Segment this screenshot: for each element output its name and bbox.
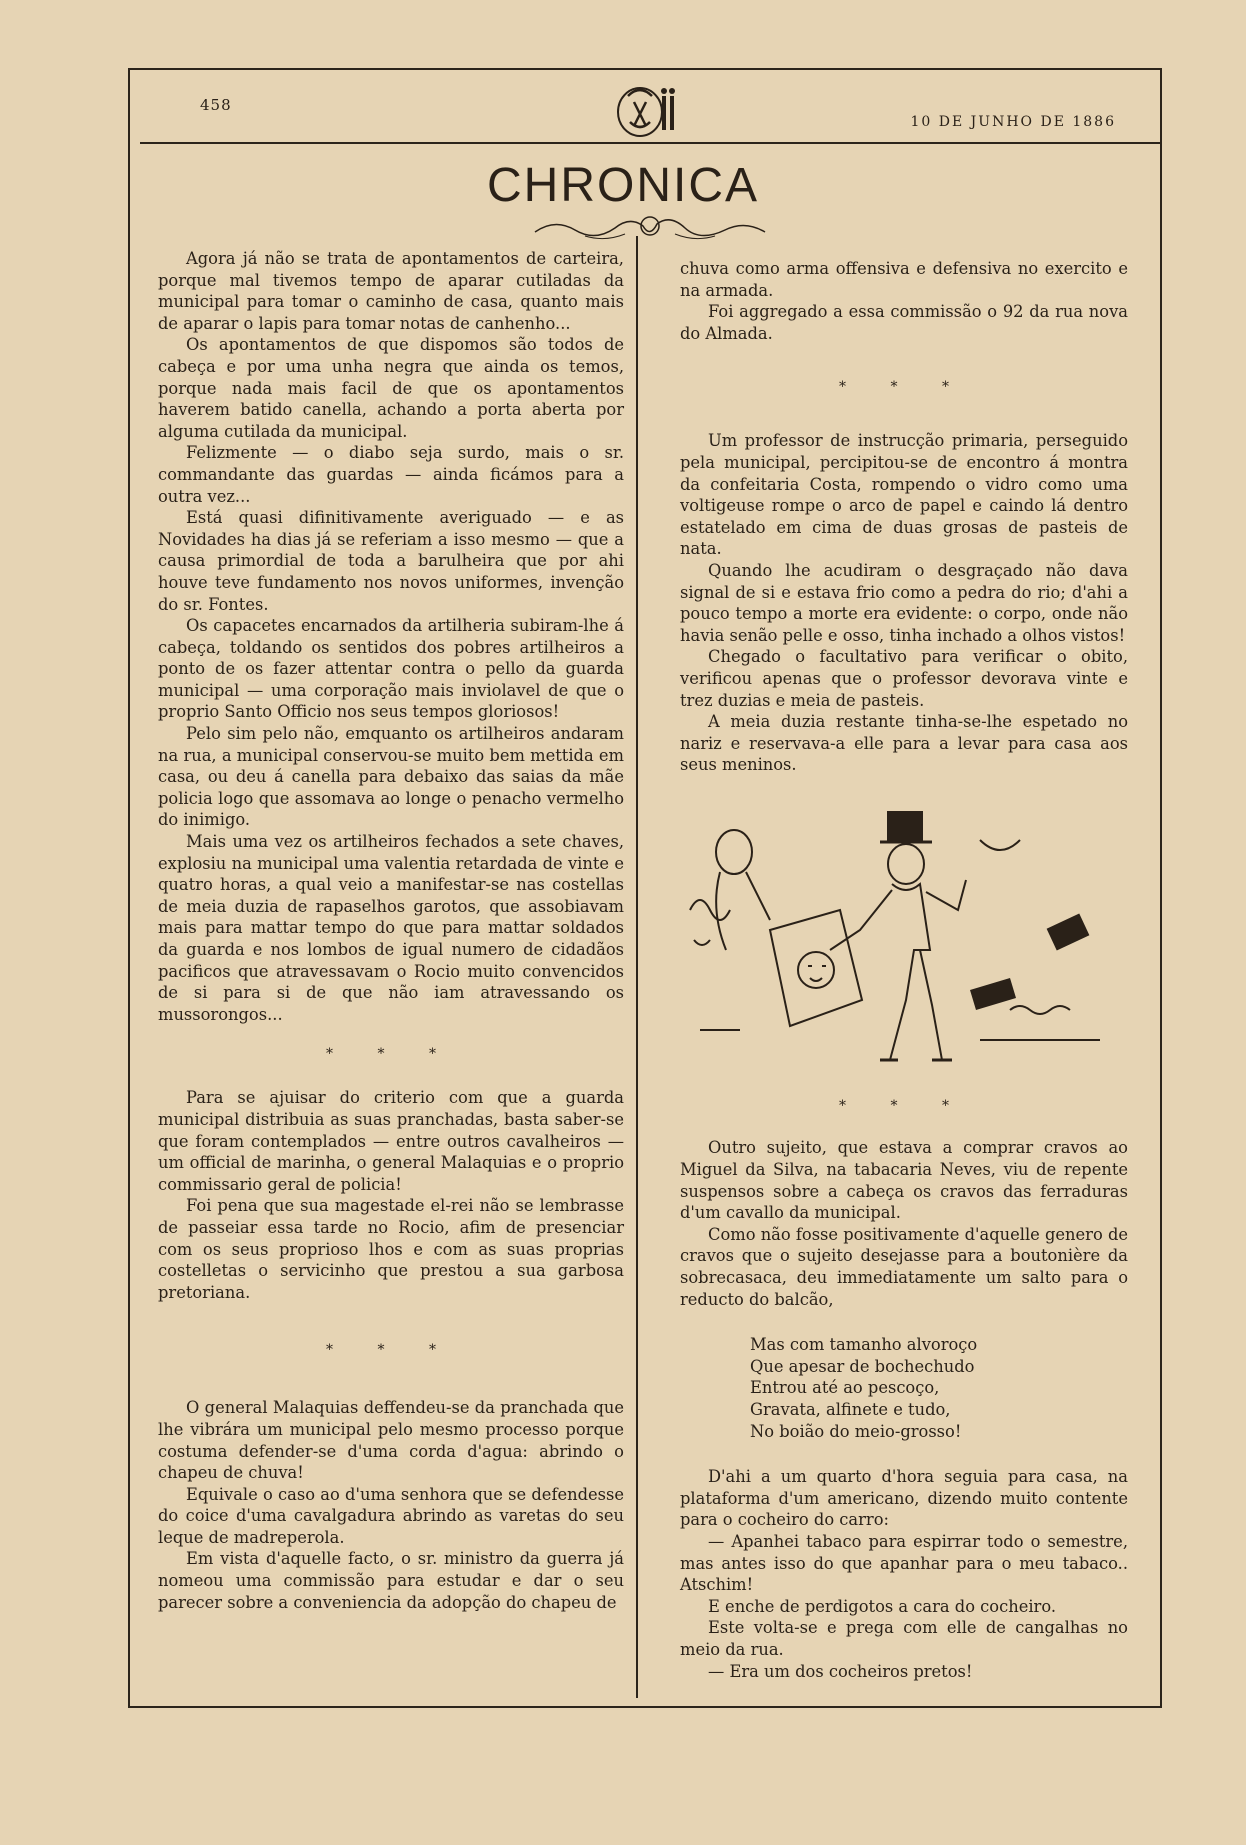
paragraph: Foi aggregado a essa commissão o 92 da rua nova do Almada. [680, 302, 1128, 343]
paragraph: Equivale o caso ao d'uma senhora que se defendesse do coice d'uma cavalgadura abrindo as varetas do seu leque de madreperola. [158, 1484, 624, 1547]
verse-line: Gravata, alfinete e tudo, [750, 1400, 951, 1419]
verse-line: No boião do meio-grosso! [750, 1421, 962, 1441]
paragraph: Os apontamentos de que dispomos são todos de cabeça e por uma unha negra que ainda os temos, porque nada mais facil de que os apontamentos haverem batido canella, achando a porta aberta por alguma cutilada da municipal. [158, 335, 624, 441]
paragraph: Como não fosse positivamente d'aquelle genero de cravos que o sujeito desejasse para a boutonière da sobrecasaca, deu immediatamente um salto para o reducto do balcão, [680, 1224, 1128, 1309]
page-number: 458 [200, 96, 232, 114]
article-title: CHRONICA [486, 159, 759, 212]
paragraph: Em vista d'aquelle facto, o sr. ministro da guerra já nomeou uma commissão para estudar e dar o seu parecer sobre a conveniencia da adopção do chapeu de [158, 1549, 624, 1612]
verse-stanza [750, 1334, 1128, 1442]
paragraph: Está quasi difinitivamente averiguado — e as Novidades ha dias já se referiam a isso mesmo — que a causa primordial de toda a barulheira que por ahi houve teve fundamento nos novos uniformes, invenção do sr. Fontes. [158, 508, 624, 614]
header-rule [140, 142, 1160, 144]
paragraph: O general Malaquias deffendeu-se da pranchada que lhe vibrára um municipal pelo mesmo processo porque costuma defender-se d'uma corda d'agua: abrindo o chapeu de chuva! [158, 1398, 624, 1483]
paragraph: Quando lhe acudiram o desgraçado não dava signal de si e estava frio como a pedra do rio; d'ahi a pouco tempo a morte era evidente: o corpo, onde não havia senão pelle e osso, tinha inchado a olhos vistos! [680, 560, 1128, 645]
paragraph: — Era um dos cocheiros pretos! [708, 1661, 973, 1681]
paragraph: D'ahi a um quarto d'hora seguia para casa, na plataforma d'um americano, dizendo muito contente para o cocheiro do carro: [680, 1467, 1128, 1530]
column-rule [636, 236, 638, 1698]
paragraph: Chegado o facultativo para verificar o obito, verificou apenas que o professor devorava vinte e trez duzias e meia de pasteis. [680, 647, 1128, 710]
masthead-logo [600, 82, 750, 138]
paragraph: Foi pena que sua magestade el-rei não se lembrasse de passeiar essa tarde no Rocio, afim de presenciar com os seus propriosо lhos e com as suas proprias costelletas o servicinho que prestou a sua garbosa pretoriana. [158, 1196, 624, 1302]
paragraph: Felizmente — o diabo seja surdo, mais o sr. commandante das guardas — ainda ficámos para a outra vez... [158, 443, 624, 506]
section-dingbat: * * * [326, 1342, 456, 1359]
verse-line: Mas com tamanho alvoroço [750, 1335, 978, 1355]
paragraph: Para se ajuisar do criterio com que a guarda municipal distribuia as suas pranchadas, basta saber-se que foram contemplados — entre outros cavalheiros — um official de marinha, o general Malaquias e o proprio commissario geral de policia! [158, 1088, 624, 1194]
paragraph: Agora já não se trata de apontamentos de carteira, porque mal tivemos tempo de aparar cutiladas da municipal para tomar o caminho de casa, quanto mais de aparar o lapis para tomar notas de canhenho... [158, 249, 624, 333]
right-column [680, 258, 1128, 1682]
paragraph: E enche de perdigotos a cara do cocheiro. [708, 1596, 1057, 1616]
paragraph: Este volta-se e prega com elle de cangalhas no meio da rua. [680, 1618, 1128, 1659]
paragraph: Um professor de instrucção primaria, perseguido pela municipal, percipitou-se de encontro á montra da confeitaria Costa, rompendo o vidro como uma voltigeuse rompe o arco de papel e caindo lá dentro estatelado em cima de duas grosas de pasteis de nata. [680, 431, 1128, 559]
paragraph: Pelo sim pelo não, emquanto os artilheiros andaram na rua, a municipal conservou-se muito bem mettida em casa, ou deu á canella para debaixo das saias da mãe policia logo que assomava ao longe o penacho vermelho do inimigo. [158, 724, 624, 830]
dateline: 10 DE JUNHO DE 1886 [910, 114, 1116, 130]
left-column [158, 248, 624, 1613]
paragraph: Outro sujeito, que estava a comprar cravos ao Miguel da Silva, na tabacaria Neves, viu de repente suspensos sobre a cabeça os cravos das ferraduras d'um cavallo da municipal. [680, 1138, 1128, 1223]
section-dingbat: * * * [839, 379, 969, 396]
section-dingbat: * * * [839, 1098, 969, 1115]
paragraph: — Apanhei tabaco para espirrar todo o semestre, mas antes isso do que apanhar para o meu tabaco.. Atschim! [680, 1531, 1128, 1595]
caricature-illustration [680, 800, 1128, 1068]
section-dingbat: * * * [326, 1046, 456, 1063]
paragraph: A meia duzia restante tinha-se-lhe espetado no nariz e reservava-a elle para a levar para casa aos seus meninos. [680, 712, 1128, 775]
verse-line: Entrou até ao pescoço, [750, 1378, 940, 1398]
paragraph: chuva como arma offensiva e defensiva no exercito e na armada. [680, 259, 1128, 300]
title-flourish [525, 210, 775, 244]
verse-line: Que apesar de bochechudo [750, 1356, 975, 1376]
paragraph: Os capacetes encarnados da artilheria subiram-lhe á cabeça, toldando os sentidos dos pobres artilheiros a ponto de os fazer attentar contra o pello da guarda municipal — uma corporação mais inviolavel de que o proprio Santo Officio nos seus tempos gloriosos! [158, 616, 624, 722]
paragraph: Mais uma vez os artilheiros fechados a sete chaves, explosiu na municipal uma valentia retardada de vinte e quatro horas, a qual veio a manifestar-se nas costellas de meia duzia de rapaselhos garotos, que assobiavam mais para mattar tempo do que para mattar soldados da guarda e nos lombos de igual numero de cidadãos pacificos que atravessavam o Rocio muito convencidos de si para si de que não iam atravessando os mussorongos... [158, 832, 624, 1024]
